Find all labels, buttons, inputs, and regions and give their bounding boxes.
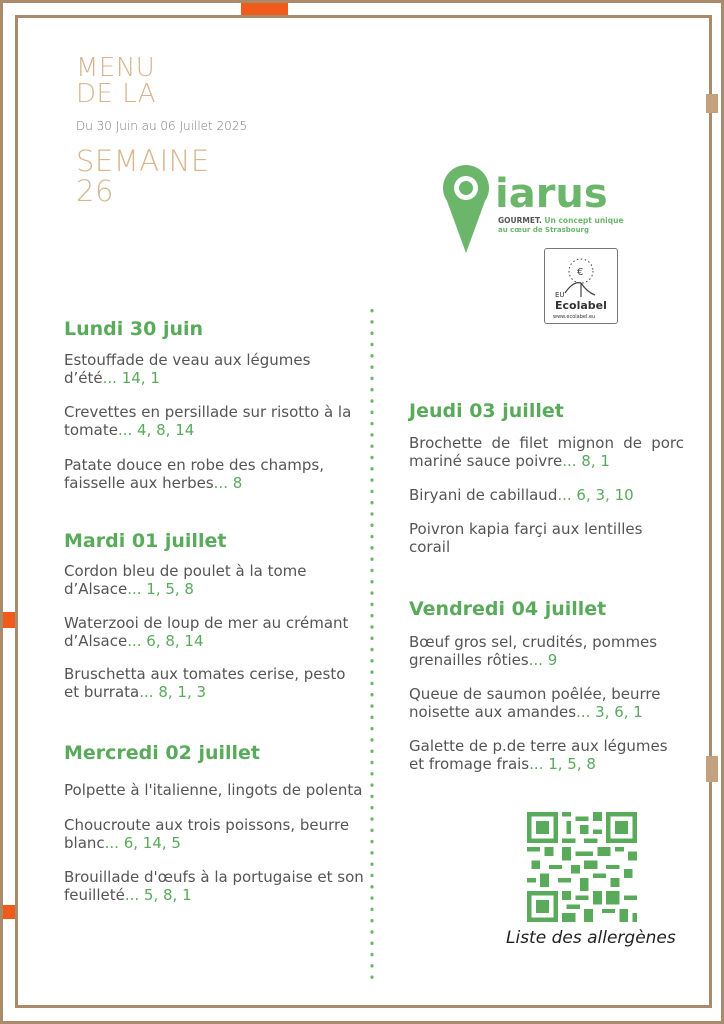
left-accent-tab-2 [3, 905, 15, 919]
svg-text:EU: EU [555, 291, 565, 299]
header-line-3: SEMAINE [76, 144, 210, 178]
left-accent-tab-1 [3, 612, 15, 628]
dish-item: Estouffade de veau aux légumes d’été... 14, 1 [64, 351, 311, 387]
dish-item: Patate douce en robe des champs, faisselle aux herbes... 8 [64, 456, 324, 492]
svg-text:www.ecolabel.eu: www.ecolabel.eu [553, 314, 596, 320]
dish-item: Biryani de cabillaud... 6, 3, 10 [409, 486, 634, 504]
dish-item: Brouillade d'œufs à la portugaise et son feuilleté... 5, 8, 1 [64, 868, 364, 904]
dish-item: Polpette à l'italienne, lingots de polenta [64, 781, 363, 799]
svg-text:€: € [577, 267, 584, 278]
eu-ecolabel [544, 248, 618, 324]
dish-item: Galette de p.de terre aux légumes et fromage frais... 1, 5, 8 [409, 737, 668, 773]
right-accent-tab-2 [706, 756, 718, 782]
day-heading-wednesday: Mercredi 02 juillet [64, 742, 261, 764]
dish-item: Bœuf gros sel, crudités, pommes grenailles rôties... 9 [409, 633, 658, 669]
svg-text:Ecolabel: Ecolabel [555, 299, 607, 312]
flower-icon [565, 259, 595, 297]
header-line-4: 26 [76, 174, 114, 208]
day-heading-tuesday: Mardi 01 juillet [64, 530, 227, 552]
allergen-qr-code[interactable] [527, 812, 637, 922]
top-accent-tab [241, 3, 288, 15]
location-pin-icon [443, 165, 489, 253]
logo-brand-text: iarus [495, 171, 608, 217]
dish-item: Poivron kapia farçi aux lentilles corail [409, 520, 643, 556]
qr-caption: Liste des allergènes [506, 928, 676, 948]
day-heading-monday: Lundi 30 juin [64, 318, 204, 340]
logo-tagline-1: GOURMET. Un concept unique [498, 216, 624, 225]
dish-item: Waterzooi de loup de mer au crémant d’Alsace... 6, 8, 14 [64, 614, 349, 650]
header-line-1: MENU [76, 53, 156, 83]
dish-item: Cordon bleu de poulet à la tome d’Alsace... 1, 5, 8 [64, 562, 307, 598]
column-divider [370, 305, 374, 980]
dish-item: Crevettes en persillade sur risotto à la tomate... 4, 8, 14 [64, 403, 352, 439]
dish-item: Bruschetta aux tomates cerise, pesto et burrata... 8, 1, 3 [64, 665, 346, 701]
dish-item: Brochette de filet mignon de porc mariné sauce poivre... 8, 1 [409, 434, 684, 470]
logo-tagline-2: au cœur de Strasbourg [498, 226, 590, 234]
right-accent-tab-1 [706, 94, 718, 113]
day-heading-thursday: Jeudi 03 juillet [409, 400, 564, 422]
day-heading-friday: Vendredi 04 juillet [409, 598, 607, 620]
ciarus-logo [440, 163, 630, 258]
dish-item: Choucroute aux trois poissons, beurre blanc... 6, 14, 5 [64, 816, 350, 852]
dish-item: Queue de saumon poêlée, beurre noisette aux amandes... 3, 6, 1 [409, 685, 661, 721]
header-dates: Du 30 Juin au 06 Juillet 2025 [76, 119, 248, 133]
header-line-2: DE LA [76, 79, 157, 109]
